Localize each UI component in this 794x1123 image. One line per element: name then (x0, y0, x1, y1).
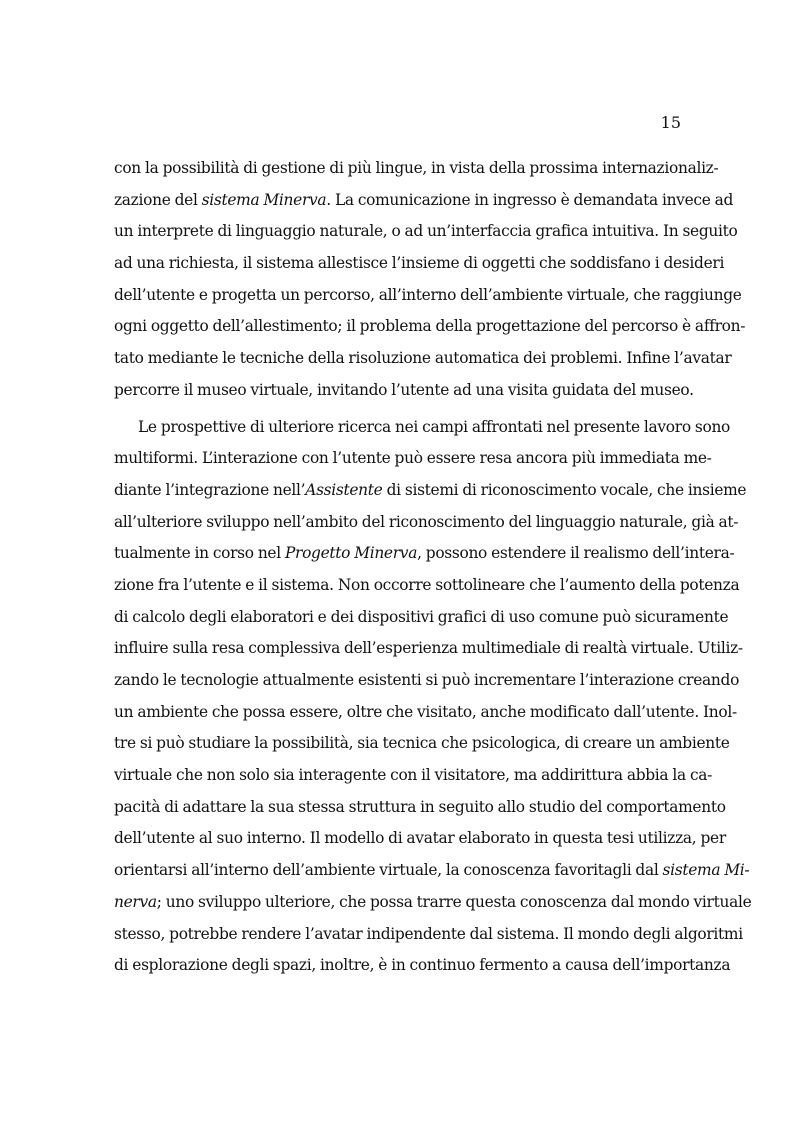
paragraph-line: tualmente in corso nel Progetto Minerva, possono estendere il realismo dell’intera- (114, 544, 735, 563)
paragraph-2 (114, 412, 752, 982)
paragraph-line: dell’utente e progetta un percorso, all’interno dell’ambiente virtuale, che raggiunge (114, 285, 742, 304)
paragraph-line: ogni oggetto dell’allestimento; il problema della progettazione del percorso è affron- (114, 317, 746, 336)
paragraph-line: all’ulteriore sviluppo nell’ambito del riconoscimento del linguaggio naturale, già at- (114, 512, 739, 531)
paragraph-line: ad una richiesta, il sistema allestisce l’insieme di oggetti che soddisfano i desideri (114, 254, 725, 273)
paragraph-line: virtuale che non solo sia interagente con il visitatore, ma addirittura abbia la ca- (114, 766, 713, 785)
page-number: 15 (660, 113, 681, 132)
paragraph-line: di esplorazione degli spazi, inoltre, è in continuo fermento a causa dell’importanza (114, 956, 731, 975)
paragraph-line: stesso, potrebbe rendere l’avatar indipendente dal sistema. Il mondo degli algoritmi (114, 924, 743, 943)
paragraph-line: zando le tecnologie attualmente esistenti si può incrementare l’interazione creando (114, 671, 740, 689)
paragraph-line: zazione del sistema Minerva. La comunicazione in ingresso è demandata invece ad (114, 190, 734, 209)
paragraph-line: tre si può studiare la possibilità, sia tecnica che psicologica, di creare un ambiente (114, 734, 730, 753)
paragraph-line: con la possibilità di gestione di più lingue, in vista della prossima internazionaliz- (114, 159, 719, 177)
paragraph-1 (114, 153, 746, 407)
paragraph-line: nerva; uno sviluppo ulteriore, che possa trarre questa conoscenza dal mondo virtuale (114, 892, 752, 911)
paragraph-line: tato mediante le tecniche della risoluzione automatica dei problemi. Infine l’avatar (114, 349, 732, 368)
paragraph-line: di calcolo degli elaboratori e dei dispositivi grafici di uso comune può sicuramente (114, 607, 729, 626)
body-text (114, 153, 752, 982)
paragraph-line: zione fra l’utente e il sistema. Non occorre sottolineare che l’aumento della potenza (114, 575, 740, 594)
paragraph-line: un ambiente che possa essere, oltre che visitato, anche modificato dall’utente. Inol- (114, 702, 737, 721)
paragraph-line: percorre il museo virtuale, invitando l’utente ad una visita guidata del museo. (114, 380, 694, 399)
paragraph-line: multiformi. L’interazione con l’utente può essere resa ancora più immediata me- (114, 449, 712, 468)
paragraph-line: dell’utente al suo interno. Il modello di avatar elaborato in questa tesi utilizza, per (114, 829, 726, 848)
paragraph-line: diante l’integrazione nell’Assistente di sistemi di riconoscimento vocale, che insieme (114, 480, 747, 499)
paragraph-line: orientarsi all’interno dell’ambiente virtuale, la conoscenza favoritagli dal sistema Mi- (114, 861, 750, 880)
paragraph-line: pacità di adattare la sua stessa struttura in seguito allo studio del comportamento (114, 797, 726, 816)
paragraph-line: influire sulla resa complessiva dell’esperienza multimediale di realtà virtuale. Utiliz- (114, 639, 743, 658)
paragraph-line: un interprete di linguaggio naturale, o ad un’interfaccia grafica intuitiva. In seguito (114, 222, 738, 241)
paragraph-line: Le prospettive di ulteriore ricerca nei campi affrontati nel presente lavoro sono (138, 417, 731, 436)
